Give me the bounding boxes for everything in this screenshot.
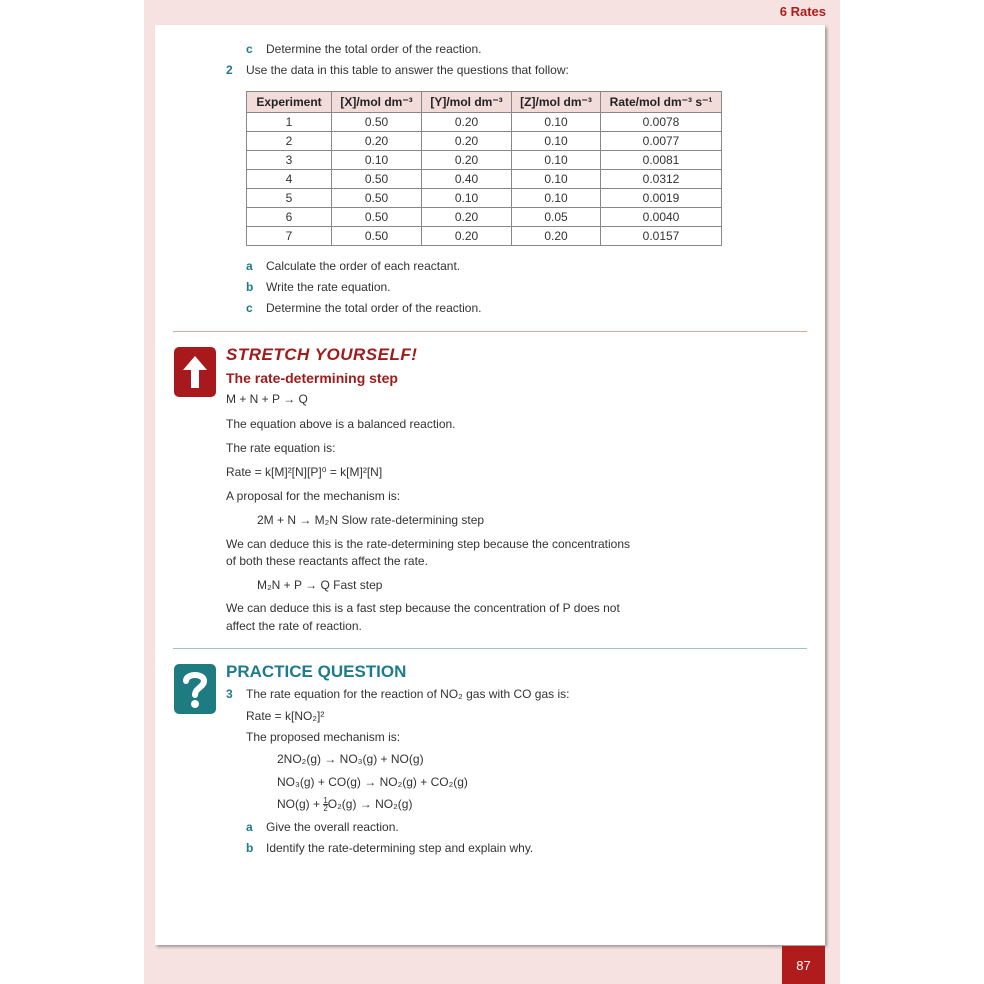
table-cell: 2	[247, 132, 332, 151]
table-cell: 0.0312	[601, 170, 722, 189]
stretch-paragraph: affect the rate of reaction.	[226, 619, 362, 633]
stretch-paragraph: The equation above is a balanced reaction.	[226, 417, 456, 431]
table-header: Rate/mol dm⁻³ s⁻¹	[601, 92, 722, 113]
q3-part-a-text: Give the overall reaction.	[266, 820, 399, 834]
table-header-row	[247, 92, 722, 113]
table-cell: 0.0019	[601, 189, 722, 208]
rate-data-table	[246, 91, 722, 246]
q2-part-c-letter: c	[246, 301, 253, 315]
table-cell: 0.0081	[601, 151, 722, 170]
table-row	[247, 189, 722, 208]
table-cell: 0.50	[332, 170, 422, 189]
table-cell: 0.20	[422, 113, 512, 132]
table-cell: 7	[247, 227, 332, 246]
stretch-title: STRETCH YOURSELF!	[226, 345, 418, 364]
stretch-rate-equation: Rate = k[M]²[N][P]⁰ = k[M]²[N]	[226, 465, 383, 479]
table-header: Experiment	[247, 92, 332, 113]
table-cell: 0.10	[512, 132, 601, 151]
textbook-page	[155, 25, 825, 945]
stretch-subtitle: The rate-determining step	[226, 370, 398, 386]
q1-part-c-text: Determine the total order of the reaction.	[266, 42, 482, 56]
q3-part-b-text: Identify the rate-determining step and explain why.	[266, 841, 534, 855]
step3-prefix: NO(g) +	[277, 797, 324, 811]
q2-part-a-text: Calculate the order of each reactant.	[266, 259, 461, 273]
fraction-denominator: 2	[323, 804, 328, 814]
chapter-header: 6 Rates	[779, 4, 826, 19]
practice-title: PRACTICE QUESTION	[226, 662, 407, 681]
table-cell: 0.50	[332, 208, 422, 227]
table-cell: 0.10	[332, 151, 422, 170]
mechanism-intro: The proposed mechanism is:	[246, 730, 401, 744]
table-row	[247, 227, 722, 246]
up-arrow-icon	[174, 347, 216, 397]
table-cell: 0.20	[422, 132, 512, 151]
table-cell: 0.10	[422, 189, 512, 208]
practice-rate-equation: Rate = k[NO₂]²	[246, 709, 325, 723]
mechanism-step-2: M₂N + P → Q Fast step	[257, 578, 383, 592]
table-cell: 0.0077	[601, 132, 722, 151]
table-cell: 0.10	[512, 170, 601, 189]
table-cell: 0.20	[512, 227, 601, 246]
stretch-paragraph: The rate equation is:	[226, 441, 336, 455]
table-row	[247, 113, 722, 132]
page-number: 87	[782, 946, 825, 984]
mechanism-step-3	[277, 797, 412, 812]
stretch-paragraph: A proposal for the mechanism is:	[226, 489, 401, 503]
section-divider	[173, 331, 807, 332]
q3-part-a-letter: a	[246, 820, 253, 834]
table-cell: 0.10	[512, 113, 601, 132]
q2-part-c-text: Determine the total order of the reaction.	[266, 301, 482, 315]
table-row	[247, 170, 722, 189]
table-cell: 0.50	[332, 113, 422, 132]
table-row	[247, 151, 722, 170]
stretch-paragraph: of both these reactants affect the rate.	[226, 554, 428, 568]
table-cell: 4	[247, 170, 332, 189]
mechanism-step-1: 2NO₂(g) → NO₃(g) + NO(g)	[277, 752, 424, 766]
question-3-intro: The rate equation for the reaction of NO₂ gas with CO gas is:	[246, 687, 570, 701]
table-cell: 0.0040	[601, 208, 722, 227]
question-3-number: 3	[226, 687, 233, 701]
table-cell: 0.40	[422, 170, 512, 189]
table-row	[247, 208, 722, 227]
q1-part-letter: c	[246, 42, 253, 56]
question-2-number: 2	[226, 63, 233, 77]
q2-part-b-text: Write the rate equation.	[266, 280, 391, 294]
table-cell: 0.0157	[601, 227, 722, 246]
q3-part-b-letter: b	[246, 841, 254, 855]
table-cell: 0.10	[512, 189, 601, 208]
table-cell: 6	[247, 208, 332, 227]
table-cell: 0.20	[422, 208, 512, 227]
stretch-paragraph: We can deduce this is the rate-determining step because the concentrations	[226, 537, 631, 551]
q2-part-a-letter: a	[246, 259, 253, 273]
step3-suffix: O₂(g) → NO₂(g)	[327, 797, 413, 811]
table-cell: 0.10	[512, 151, 601, 170]
table-cell: 0.0078	[601, 113, 722, 132]
table-header: [Y]/mol dm⁻³	[422, 92, 512, 113]
table-cell: 5	[247, 189, 332, 208]
mechanism-step-1: 2M + N → M₂N Slow rate-determining step	[257, 513, 485, 527]
stretch-paragraph: We can deduce this is a fast step because the concentration of P does not	[226, 601, 620, 615]
table-cell: 0.50	[332, 189, 422, 208]
table-header: [Z]/mol dm⁻³	[512, 92, 601, 113]
mechanism-step-2: NO₃(g) + CO(g) → NO₂(g) + CO₂(g)	[277, 775, 468, 789]
table-cell: 0.20	[332, 132, 422, 151]
q2-part-b-letter: b	[246, 280, 254, 294]
section-divider	[173, 648, 807, 649]
table-header: [X]/mol dm⁻³	[332, 92, 422, 113]
fraction-numerator: 1	[323, 796, 328, 806]
table-row	[247, 132, 722, 151]
table-cell: 0.50	[332, 227, 422, 246]
table-cell: 3	[247, 151, 332, 170]
stretch-equation: M + N + P → Q	[226, 392, 308, 406]
table-cell: 0.20	[422, 151, 512, 170]
table-cell: 0.20	[422, 227, 512, 246]
question-2-intro: Use the data in this table to answer the questions that follow:	[246, 63, 569, 77]
question-mark-icon	[174, 664, 216, 714]
table-cell: 0.05	[512, 208, 601, 227]
table-cell: 1	[247, 113, 332, 132]
